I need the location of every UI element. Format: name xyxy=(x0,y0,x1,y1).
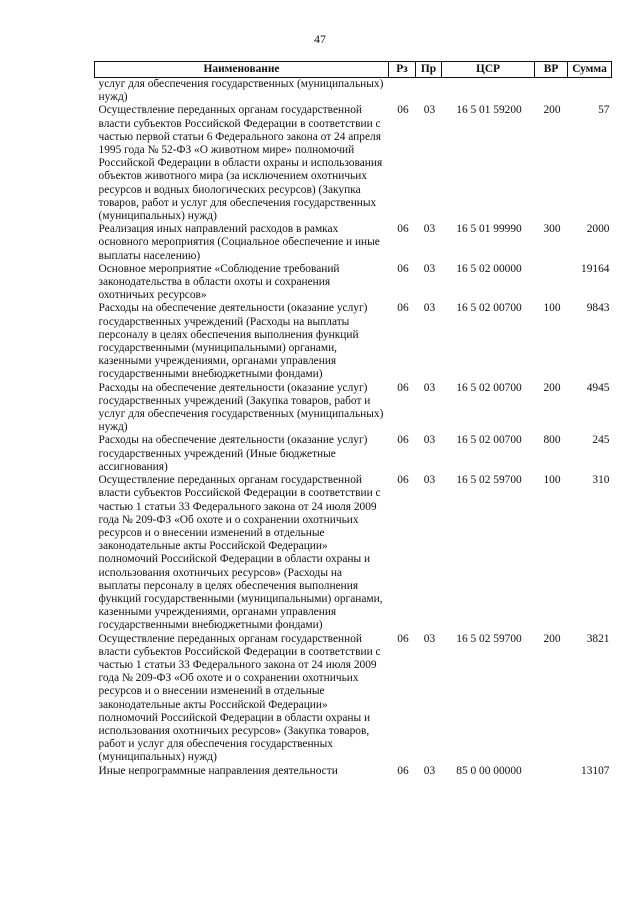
cell-csr xyxy=(442,78,535,105)
table-row xyxy=(95,78,612,105)
cell-sum: 3821 xyxy=(586,632,610,645)
table-row xyxy=(95,223,612,263)
cell-csr: 16 5 02 00700 xyxy=(456,434,522,447)
cell-sum: 245 xyxy=(592,434,610,447)
cell-rz: 06 xyxy=(397,434,409,447)
cell-csr: 16 5 02 00700 xyxy=(456,302,522,315)
cell-sum: 2000 xyxy=(586,223,610,236)
table-row xyxy=(95,382,612,435)
header-sum: Сумма xyxy=(568,62,612,78)
page-number: 47 xyxy=(314,32,326,46)
table-row xyxy=(95,633,612,765)
cell-vr xyxy=(535,765,568,778)
cell-vr: 800 xyxy=(543,434,561,447)
cell-rz xyxy=(389,78,416,105)
cell-pr: 03 xyxy=(423,764,436,777)
header-vr: ВР xyxy=(535,62,568,78)
cell-sum: 57 xyxy=(598,104,610,117)
cell-pr: 03 xyxy=(423,434,436,447)
cell-csr: 16 5 02 59700 xyxy=(456,632,522,645)
cell-rz: 06 xyxy=(397,302,409,315)
cell-csr: 16 5 02 59700 xyxy=(456,474,522,487)
cell-csr: 16 5 01 99990 xyxy=(456,223,522,236)
cell-vr xyxy=(535,263,568,303)
cell-csr: 16 5 02 00000 xyxy=(456,262,522,275)
cell-rz: 06 xyxy=(397,764,409,777)
header-name: Наименование xyxy=(95,62,389,78)
cell-vr xyxy=(535,78,568,105)
cell-vr: 200 xyxy=(543,104,561,117)
cell-rz: 06 xyxy=(397,223,409,236)
cell-vr: 200 xyxy=(543,381,561,394)
table-header-row xyxy=(95,62,612,78)
table-row xyxy=(95,263,612,303)
table-row xyxy=(95,104,612,223)
cell-name: Расходы на обеспечение деятельности (оказание услуг) государственных учреждений (Иные бюджетные ассигнования) xyxy=(98,434,368,473)
cell-vr: 200 xyxy=(543,632,561,645)
cell-name: Основное мероприятие «Соблюдение требований законодательства в области охоты и сохранения охотничьих ресурсов» xyxy=(98,262,340,302)
cell-name: Иные непрограммные направления деятельности xyxy=(98,764,338,777)
cell-pr: 03 xyxy=(423,104,436,117)
cell-pr: 03 xyxy=(423,632,436,645)
cell-sum xyxy=(568,78,612,105)
cell-name: Осуществление переданных органам государственной власти субъектов Российской Федерации в соответствии с частью 1 статьи 33 Федерального закона от 24 июля 2009 года № 209-ФЗ «Об охоте и о сохранении охотничьих ресурсов и о внесении изменений в отдельные законодательные акты Российской Федерации» полномочий Российской Федерации в области охраны и использования охотничьих ресурсов» (Расходы на выплаты персоналу в целях обеспечения выполнения функций государственными (муниципальными) органами, казенными учреждениями, органами управления государственными внебюджетными фондами) xyxy=(98,474,383,632)
cell-sum: 310 xyxy=(592,474,610,487)
header-rz: Рз xyxy=(389,62,416,78)
cell-csr: 85 0 00 00000 xyxy=(456,764,522,777)
cell-pr: 03 xyxy=(423,474,436,487)
cell-sum: 9843 xyxy=(586,302,610,315)
cell-name: Реализация иных направлений расходов в рамках основного мероприятия (Социальное обеспечение и иные выплаты населению) xyxy=(98,223,380,262)
table-row xyxy=(95,474,612,632)
cell-pr: 03 xyxy=(423,302,436,315)
table-row xyxy=(95,434,612,474)
cell-csr: 16 5 02 00700 xyxy=(456,381,522,394)
cell-sum: 4945 xyxy=(586,381,610,394)
cell-name: Расходы на обеспечение деятельности (оказание услуг) государственных учреждений (Расходы на выплаты персоналу в целях обеспечения выполнения функций государственными (муниципальными) органами, казенными учреждениями, органами управления государственными внебюджетными фондами) xyxy=(98,302,368,381)
cell-sum: 19164 xyxy=(581,262,610,275)
cell-rz: 06 xyxy=(397,262,409,275)
cell-rz: 06 xyxy=(397,632,409,645)
cell-rz: 06 xyxy=(397,104,409,117)
cell-pr: 03 xyxy=(423,262,436,275)
cell-csr: 16 5 01 59200 xyxy=(456,104,522,117)
cell-name: услуг для обеспечения государственных (муниципальных) нужд) xyxy=(98,78,384,104)
table-row xyxy=(95,765,612,778)
cell-vr: 100 xyxy=(543,474,561,487)
cell-name: Осуществление переданных органам государственной власти субъектов Российской Федерации в соответствии с частью 1 статьи 33 Федерального закона от 24 июля 2009 года № 209-ФЗ «Об охоте и о сохранении охотничьих ресурсов и о внесении изменений в отдельные законодательные акты Российской Федерации» полномочий Российской Федерации в области охраны и использования охотничьих ресурсов» (Закупка товаров, работ и услуг для обеспечения государственных (муниципальных) нужд) xyxy=(98,632,381,764)
cell-vr: 300 xyxy=(543,223,561,236)
cell-pr: 03 xyxy=(423,381,436,394)
cell-name: Расходы на обеспечение деятельности (оказание услуг) государственных учреждений (Закупка товаров, работ и услуг для обеспечения государственных (муниципальных) нужд) xyxy=(98,381,384,434)
cell-name: Осуществление переданных органам государственной власти субъектов Российской Федерации в соответствии с частью первой статьи 6 Федерального закона от 24 апреля 1995 года № 52-ФЗ «О животном мире» полномочий Российской Федерации в области охраны и использования объектов животного мира (за исключением охотничьих ресурсов и водных биологических ресурсов) (Закупка товаров, работ и услуг для обеспечения государственных (муниципальных) нужд) xyxy=(98,104,383,223)
cell-pr xyxy=(416,78,442,105)
cell-pr: 03 xyxy=(423,223,436,236)
cell-vr: 100 xyxy=(543,302,561,315)
table-body xyxy=(95,78,612,778)
cell-sum: 13107 xyxy=(581,764,610,777)
header-csr: ЦСР xyxy=(442,62,535,78)
cell-rz: 06 xyxy=(397,381,409,394)
budget-table xyxy=(94,61,612,778)
header-pr: Пр xyxy=(416,62,442,78)
cell-rz: 06 xyxy=(397,474,409,487)
table-row xyxy=(95,302,612,381)
